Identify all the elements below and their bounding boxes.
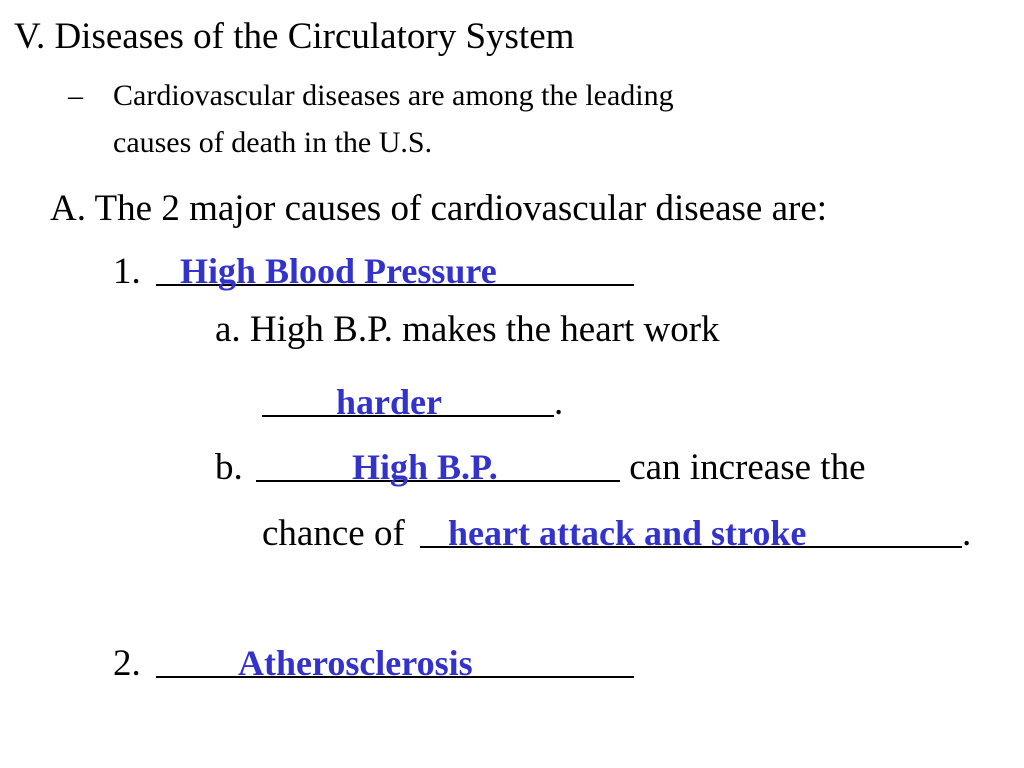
item-1b-cont-suffix: .: [962, 513, 972, 554]
slide-title: V. Diseases of the Circulatory System: [14, 16, 575, 57]
section-a-heading: A. The 2 major causes of cardiovascular disease are:: [50, 188, 828, 229]
item-1a-continuation: [262, 377, 563, 421]
item-1b-continuation: [262, 508, 971, 552]
bullet-text-line-2: causes of death in the U.S.: [113, 126, 433, 159]
item-1-blank: [156, 246, 634, 291]
item-1b-cont-prefix: chance of: [262, 513, 405, 554]
item-1-number: 1.: [113, 251, 141, 292]
item-2-blank: [156, 638, 634, 683]
item-1a-suffix: .: [554, 382, 564, 423]
item-1-answer: High Blood Pressure: [180, 251, 497, 291]
item-1b-answer: High B.P.: [352, 447, 498, 487]
bullet-marker: –: [68, 79, 83, 112]
item-1a-text: a. High B.P. makes the heart work: [215, 309, 720, 350]
item-2: [113, 638, 634, 682]
item-1: [113, 246, 634, 290]
item-1b-suffix: can increase the: [629, 447, 866, 488]
item-2-answer: Atherosclerosis: [238, 643, 473, 683]
item-1b: [215, 442, 866, 486]
item-1b-blank: [256, 442, 620, 487]
item-1b-prefix: b.: [215, 447, 243, 488]
item-1a-answer: harder: [336, 382, 442, 422]
item-1b-cont-answer: heart attack and stroke: [448, 513, 807, 553]
item-2-number: 2.: [113, 643, 141, 684]
item-1b-cont-blank: [420, 508, 962, 553]
bullet-text-line-1: Cardiovascular diseases are among the leading: [113, 79, 674, 112]
item-1a-blank: [262, 377, 554, 422]
